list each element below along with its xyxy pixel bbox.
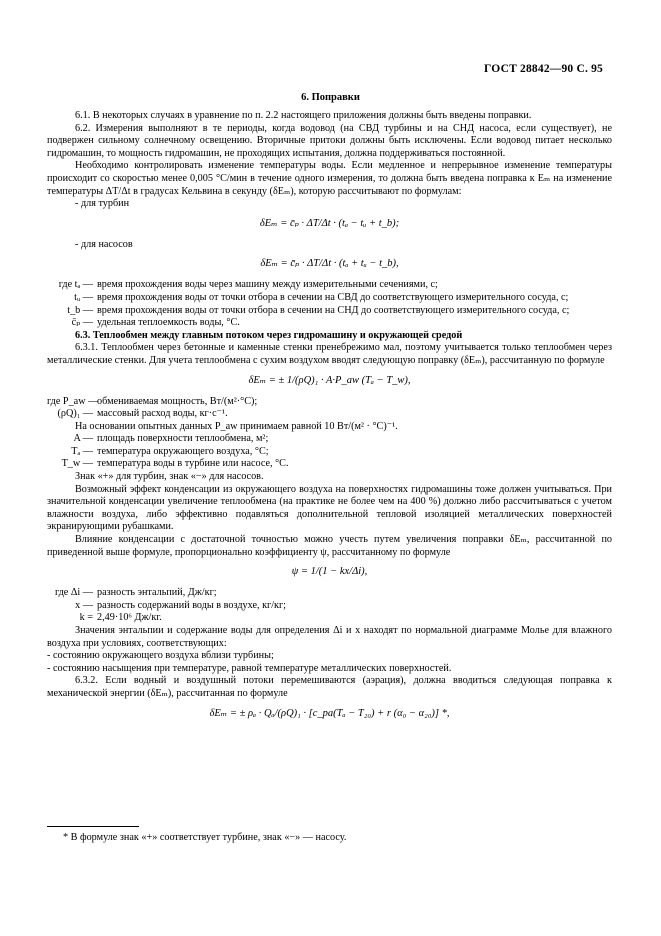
paragraph-6-2: 6.2. Измерения выполняют в те периоды, когда водовод (на СВД турбины и на СНД насоса, если существует), не подвержен сильному солнечному освещению. Вторичные притоки должны быть исключены. Если водовод питает несколько гидромашин, то мощность гидромашин, не проходящих испытания, должна поддерживаться постоянной. bbox=[47, 122, 612, 159]
definition-row: tᵤ — время прохождения воды от точки отбора в сечении на СВД до соответствующего измерительного сосуда, с; bbox=[74, 291, 569, 303]
paragraph-6-3-1: 6.3.1. Теплообмен через бетонные и каменные стенки пренебрежимо мал, поэтому учитывается только теплообмен через металлические стенки. Для учета теплообмена с сухим воздухом вводят следующую поправку (δEₘ), рассчитанную по формуле bbox=[47, 342, 612, 366]
page-header: ГОСТ 28842—90 С. 95 bbox=[484, 63, 603, 75]
list-item: - состоянию насыщения при температуре, равной температуре металлических поверхностей. bbox=[47, 662, 452, 674]
definition-row: x — разность содержаний воды в воздухе, кг/кг; bbox=[75, 599, 286, 611]
paragraph-temp-control: Необходимо контролировать изменение температуры воды. Если медленное и непрерывное изменение температуры происходит со скоростью менее 0,005 °С/мин в течение одного измерения, то должна быть введена поправка к Eₘ на изменение температуры ΔT/Δt в градусах Кельвина в секунду (δEₘ), которую рассчитывают по формулам: bbox=[47, 160, 612, 197]
definition-row: (ρQ)₁ — массовый расход воды, кг·с⁻¹. bbox=[57, 408, 228, 420]
list-item: - состоянию окружающего воздуха вблизи турбины; bbox=[47, 650, 274, 662]
definition-row: c̄ₚ — удельная теплоемкость воды, °С. bbox=[71, 317, 240, 329]
definition-row: Tₐ — температура окружающего воздуха, °С; bbox=[71, 445, 269, 457]
paragraph-condensation: Возможный эффект конденсации из окружающего воздуха на поверхностях гидромашины тоже должен учитываться. При значительной конденсации увеличение теплообмена (на практике не более чем на 400 %) должно либо рассчитываться с учетом влажности воздуха, либо эффективно подавляться дополнительной тепловой изоляцией металлических поверхностей экранирующими рубашками. bbox=[47, 483, 612, 533]
formula-turbine: δEₘ = c̄ₚ · ΔT/Δt · (tₐ − tᵤ + t_b); bbox=[259, 217, 400, 229]
paragraph-6-1: 6.1. В некоторых случаях в уравнение по п. 2.2 настоящего приложения должны быть введены поправки. bbox=[75, 110, 532, 121]
formula-heat-exchange: δEₘ = ± 1/(ρQ)₁ · A·P_aw (Tₐ − T_w), bbox=[248, 374, 411, 386]
footnote-divider bbox=[47, 826, 139, 827]
formula-aeration: δEₘ = ± ρₐ · Qₐ/(ρQ)₁ · [c_pa(Tₐ − T₂₀) + r (α₀ − α₂₀)] *, bbox=[209, 707, 450, 719]
definition-row: где tₐ — время прохождения воды через машину между измерительными сечениями, с; bbox=[58, 279, 438, 291]
label-turbines: - для турбин bbox=[75, 198, 130, 210]
definition-row: k = 2,49·10⁶ Дж/кг. bbox=[79, 612, 162, 624]
definition-row: t_b — время прохождения воды от точки отбора в сечении на СНД до соответствующего измерительного сосуда, с; bbox=[67, 304, 570, 316]
paragraph-basis: На основании опытных данных P_aw принимаем равной 10 Вт/(м² · °С)⁻¹. bbox=[75, 420, 398, 432]
definition-row: где P_aw — обмениваемая мощность, Вт/(м²·°С); bbox=[47, 395, 258, 407]
formula-pump: δEₘ = c̄ₚ · ΔT/Δt · (tₐ + tᵤ − t_b), bbox=[260, 258, 399, 270]
paragraph-influence: Влияние конденсации с достаточной точностью можно учесть путем увеличения поправки δEₘ, рассчитанной по приведенной выше формуле, пропорционально коэффициенту ψ, рассчитанному по формуле bbox=[47, 534, 612, 558]
paragraph-6-3-2: 6.3.2. Если водный и воздушный потоки перемешиваются (аэрация), должна вводиться следующая поправка к механической энергии (δEₘ), рассчитанная по формуле bbox=[47, 675, 612, 699]
label-pumps: - для насосов bbox=[75, 238, 133, 250]
definition-row: A — площадь поверхности теплообмена, м²; bbox=[73, 433, 269, 445]
definitions-list-4 bbox=[47, 587, 612, 625]
definition-row: T_w — температура воды в турбине или насосе, °С. bbox=[61, 458, 289, 470]
footnote: * В формуле знак «+» соответствует турбине, знак «−» — насосу. bbox=[63, 832, 347, 843]
heading-6-3: 6.3. Теплообмен между главным потоком через гидромашину и окружающей средой bbox=[75, 329, 463, 341]
definition-row: где Δi — разность энтальпий, Дж/кг; bbox=[54, 587, 217, 599]
paragraph-values: Значения энтальпии и содержание воды для определения Δi и x находят по нормальной диаграмме Молье для влажного воздуха при условиях, соответствующих: bbox=[47, 625, 612, 649]
formula-psi: ψ = 1/(1 − kx/Δi), bbox=[291, 566, 368, 578]
definitions-list-1 bbox=[47, 279, 612, 329]
definitions-list-2 bbox=[47, 396, 612, 421]
document-body bbox=[47, 110, 612, 721]
definitions-list-3 bbox=[47, 433, 612, 471]
paragraph-sign: Знак «+» для турбин, знак «−» для насосов. bbox=[75, 471, 264, 483]
section-title: 6. Поправки bbox=[301, 92, 360, 103]
